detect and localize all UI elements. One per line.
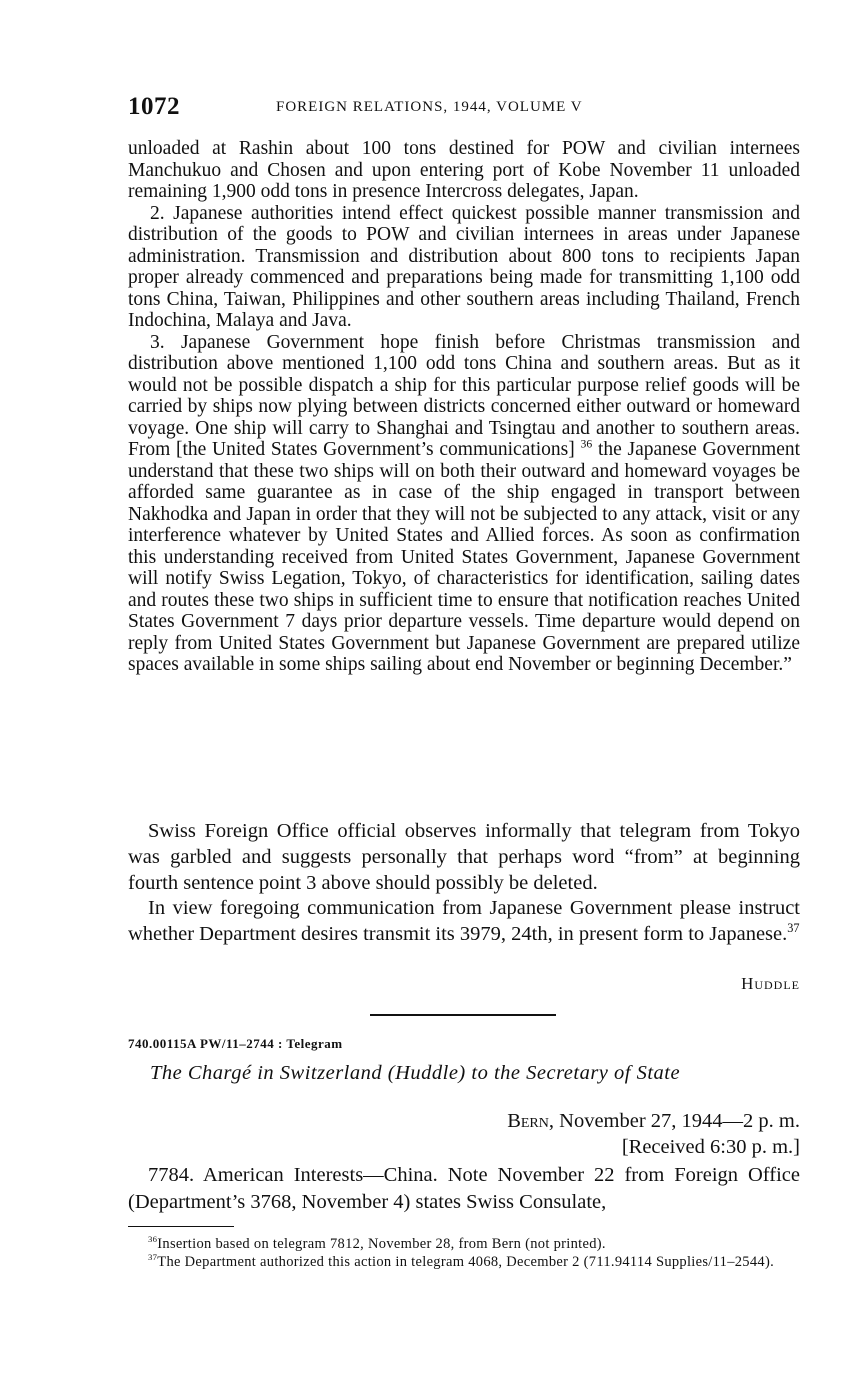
running-title: FOREIGN RELATIONS, 1944, VOLUME V: [276, 99, 583, 115]
page-number: 1072: [128, 93, 180, 120]
dateline-place-date: [507, 1108, 800, 1134]
quoted-paragraph-3-part-2: the Japanese Government understand that these two ships will on both their outward and homeward voyages be afforded same guarantee as in case of the ship engaged in transport between Nakhodka and Japan in order that they will not be subjected to any attack, visit or any interference whatever by United States and Allied forces. As soon as confirmation this understanding received from United States Government, Japanese Government will notify Swiss Legation, Tokyo, of characteristics for identification, sailing dates and routes these two ships in sufficient time to ensure that notification reaches United States Government 7 days prior departure vessels. Time departure would depend on reply from United States Government but Japanese Government are prepared utilize spaces available in some ships sailing about end November or beginning December.”: [128, 439, 801, 675]
quoted-telegram-text: [128, 138, 800, 676]
footnote-mark-36: 36: [148, 1234, 158, 1245]
dateline-date-time: , November 27, 1944—2 p. m.: [548, 1110, 800, 1132]
page-header: [128, 93, 800, 123]
footnotes: [128, 1236, 800, 1271]
footnote-divider: [128, 1226, 234, 1227]
comment-paragraph-2-text: In view foregoing communication from Japanese Government please instruct whether Department desires transmit its 3979, 24th, in present form to Japanese.: [128, 897, 800, 946]
footnote-37: [128, 1251, 800, 1272]
section-divider: [370, 1014, 556, 1016]
file-reference: 740.00115A PW/11–2744 : Telegram: [128, 1036, 343, 1051]
dateline: [507, 1108, 800, 1160]
footnote-mark-37: 37: [148, 1251, 158, 1262]
footnote-37-text: The Department authorized this action in telegram 4068, December 2 (711.94114 Supplies/11–2544).: [157, 1253, 774, 1270]
dateline-place: Bern: [507, 1110, 549, 1132]
received-note: [Received 6:30 p. m.]: [621, 1136, 800, 1158]
quoted-paragraph-1: unloaded at Rashin about 100 tons destined for POW and civilian internees Manchukuo and Chosen and upon entering port of Kobe November 11 unloaded remaining 1,900 odd tons in presence Intercross delegates, Japan.: [128, 138, 800, 202]
quoted-paragraph-3-part-1: 3. Japanese Government hope finish before Christmas transmission and distribution above mentioned 1,100 odd tons China and southern areas. But as it would not be possible dispatch a ship for this particular purpose relief goods will be carried by ships now plying between districts concerned either outward or homeward voyage. One ship will carry to Shanghai and Tsingtau and another to southern areas. From [the United States Government’s communications]: [128, 331, 800, 460]
footnote-ref-36[interactable]: 36: [580, 437, 593, 451]
footnote-36-text: Insertion based on telegram 7812, November 28, from Bern (not printed).: [157, 1236, 606, 1252]
footnote-ref-37[interactable]: 37: [787, 921, 800, 936]
comment-text: [128, 819, 800, 948]
telegram-7784-body: 7784. American Interests—China. Note November 22 from Foreign Office (Department’s 3768, November 4) states Swiss Consulate,: [128, 1164, 800, 1213]
quoted-paragraph-2: 2. Japanese authorities intend effect quickest possible manner transmission and distribution of the goods to POW and civilian internees in areas under Japanese administration. Transmission and distribution about 800 tons to recipients Japan proper already commenced and preparations being made for transmitting 1,100 odd tons China, Taiwan, Philippines and other southern areas including Thailand, French Indochina, Malaya and Java.: [128, 202, 800, 331]
signature: Huddle: [741, 974, 800, 993]
footnote-36: [128, 1236, 800, 1254]
comment-paragraph-2: [128, 896, 800, 948]
document-title: The Chargé in Switzerland (Huddle) to the Secretary of State: [150, 1062, 681, 1084]
comment-paragraph-1: Swiss Foreign Office official observes informally that telegram from Tokyo was garbled and suggests personally that perhaps word “from” at beginning fourth sentence point 3 above should possibly be deleted.: [128, 820, 800, 894]
quoted-paragraph-3: [128, 332, 800, 676]
